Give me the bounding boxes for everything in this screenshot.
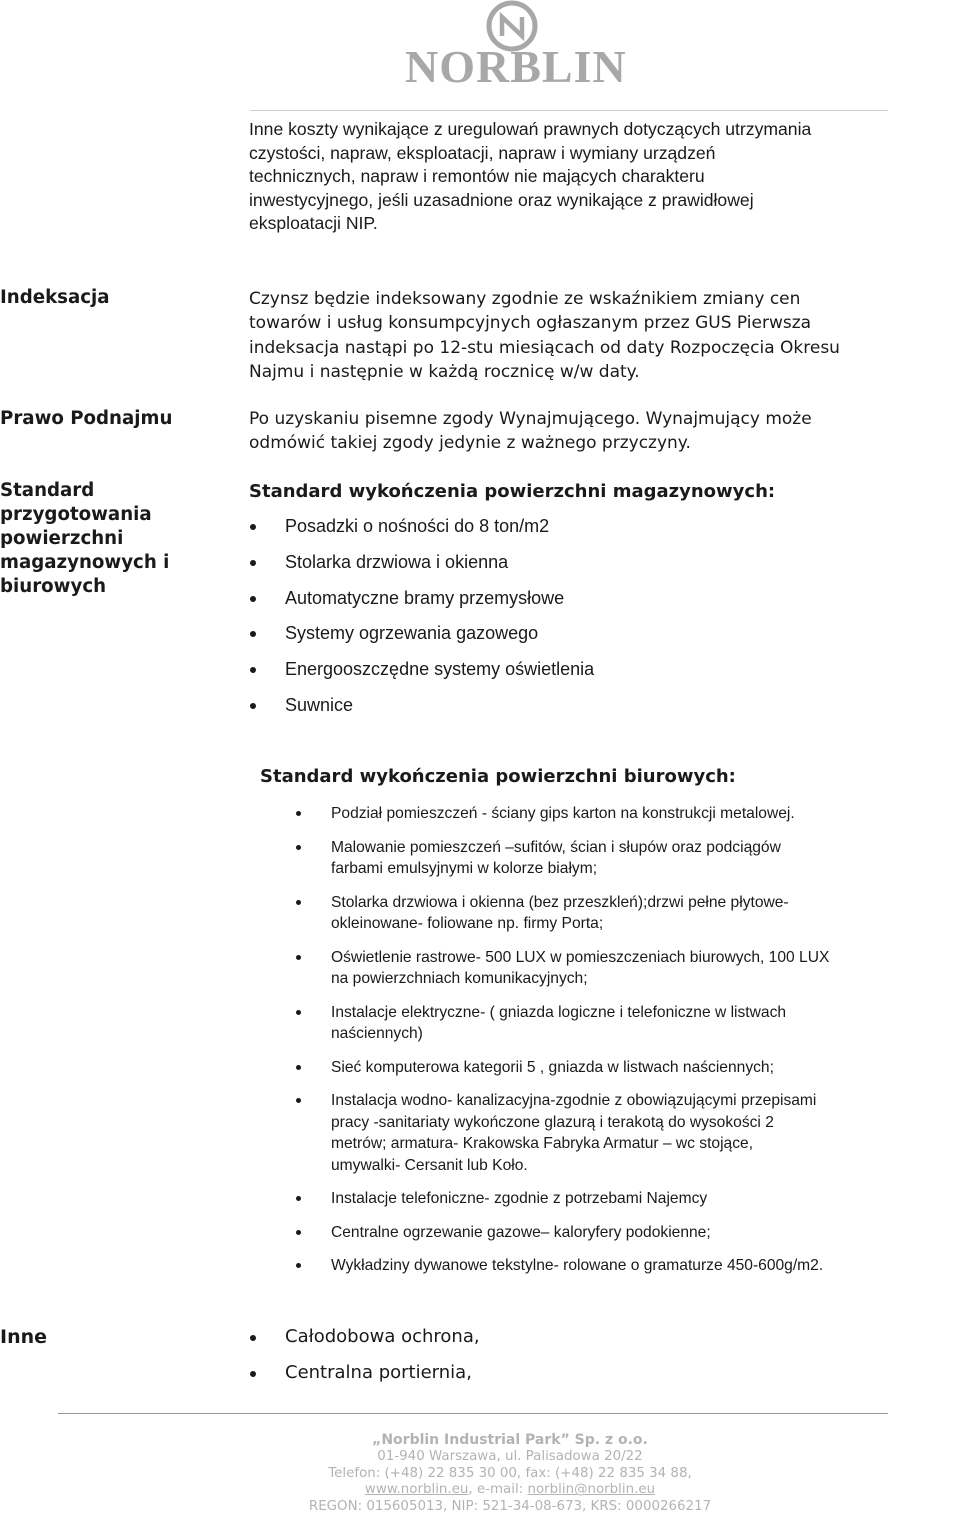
indeksacja-text: [249, 287, 840, 385]
list-item: Posadzki o nośności do 8 ton/m2: [249, 514, 594, 550]
intro-line: eksploatacji NIP.: [249, 213, 378, 234]
intro-line: technicznych, napraw i remontów nie mających charakteru: [249, 166, 705, 187]
list-item-line: na powierzchniach komunikacyjnych;: [331, 970, 588, 987]
list-item-line: umywalki- Cersanit lub Koło.: [331, 1156, 528, 1174]
office-standard-heading: Standard wykończenia powierzchni biurowych:: [260, 766, 736, 787]
podnajem-line: odmówić takiej zgody jedynie z ważnego przyczyny.: [249, 433, 691, 454]
footer-email-link[interactable]: norblin@norblin.eu: [527, 1482, 656, 1498]
list-item: [295, 1188, 945, 1210]
list-item: Energooszczędne systemy oświetlenia: [249, 657, 594, 693]
list-item-line: Malowanie pomieszczeń –sufitów, ścian i słupów oraz podciągów: [331, 838, 781, 856]
standard-label: [0, 479, 169, 599]
footer-phones: Telefon: (+48) 22 835 30 00, fax: (+48) 22 835 34 88,: [328, 1465, 692, 1481]
standard-label-line: magazynowych i: [0, 552, 170, 573]
list-item: [295, 1090, 945, 1176]
standard-label-line: biurowych: [0, 576, 107, 597]
standard-label-line: przygotowania: [0, 504, 152, 525]
list-item-line: naściennych): [331, 1025, 423, 1042]
list-item-line: Centralne ogrzewanie gazowe– kaloryfery podokienne;: [331, 1223, 711, 1241]
intro-line: czystości, napraw, eksploatacji, napraw i wymiany urządzeń: [249, 142, 716, 163]
standard-label-line: Standard: [0, 480, 95, 501]
footer-email-label: , e-mail:: [468, 1482, 528, 1498]
list-item-line: Oświetlenie rastrowe- 500 LUX w pomieszczeniach biurowych, 100 LUX: [331, 948, 830, 966]
intro-paragraph: [249, 118, 929, 236]
list-item-line: Stolarka drzwiowa i okienna (bez przeszkleń);drzwi pełne płytowe-: [331, 893, 789, 911]
list-item: [295, 803, 945, 825]
footer-registry: REGON: 015605013, NIP: 521-34-08-673, KRS: 0000266217: [308, 1499, 712, 1515]
list-item-line: Instalacje elektryczne- ( gniazda logiczne i telefoniczne w listwach: [331, 1003, 787, 1021]
list-item: Suwnice: [249, 693, 594, 729]
list-item-line: Podział pomieszczeń - ściany gips karton na konstrukcji metalowej.: [331, 805, 795, 822]
footer-company: „Norblin Industrial Park” Sp. z o.o.: [372, 1432, 648, 1448]
indeksacja-line: towarów i usług konsumpcyjnych ogłaszanym przez GUS Pierwsza: [249, 313, 812, 334]
podnajem-text: [249, 407, 812, 456]
list-item-line: farbami emulsyjnymi w kolorze białym;: [331, 860, 598, 877]
office-standard-list: [295, 803, 945, 1277]
list-item: Całodobowa ochrona,: [249, 1325, 480, 1361]
list-item: [295, 1057, 945, 1079]
inne-label: Inne: [0, 1326, 48, 1348]
list-item: [295, 1002, 945, 1045]
list-item: Systemy ogrzewania gazowego: [249, 621, 594, 657]
list-item-line: Wykładziny dywanowe tekstylne- rolowane o gramaturze 450-600g/m2.: [331, 1257, 824, 1274]
warehouse-standard-heading: Standard wykończenia powierzchni magazynowych:: [249, 481, 776, 502]
list-item-line: pracy -sanitariaty wykończone glazurą i terakotą do wysokości 2: [331, 1113, 774, 1131]
indeksacja-line: Czynsz będzie indeksowany zgodnie ze wskaźnikiem zmiany cen: [249, 289, 801, 309]
indeksacja-line: Najmu i następnie w każdą rocznicę w/w daty.: [249, 362, 640, 383]
list-item-line: Sieć komputerowa kategorii 5 , gniazda w listwach naściennych;: [331, 1058, 774, 1076]
indeksacja-line: indeksacja nastąpi po 12-stu miesiącach od daty Rozpoczęcia Okresu: [249, 337, 840, 358]
list-item-line: Instalacja wodno- kanalizacyjna-zgodnie z obowiązującymi przepisami: [331, 1092, 817, 1109]
footer-address: 01-940 Warszawa, ul. Palisadowa 20/22: [377, 1448, 643, 1464]
intro-line: inwestycyjnego, jeśli uzasadnione oraz wynikające z prawidłowej: [249, 189, 754, 210]
standard-label-line: powierzchni: [0, 528, 124, 549]
list-item: Centralna portiernia,: [249, 1361, 480, 1397]
list-item: [295, 1255, 945, 1277]
list-item-line: okleinowane- foliowane np. firmy Porta;: [331, 915, 604, 932]
list-item-line: metrów; armatura- Krakowska Fabryka Armatur – wc stojące,: [331, 1135, 754, 1152]
footer-contact: [210, 1482, 810, 1499]
podnajem-label: Prawo Podnajmu: [0, 408, 173, 429]
warehouse-standard-list: [249, 514, 594, 729]
list-item: [295, 1222, 945, 1244]
list-item: [295, 837, 945, 880]
footer-website-link[interactable]: www.norblin.eu: [364, 1482, 469, 1498]
footer: [210, 1432, 810, 1516]
norblin-logo: [405, 0, 627, 92]
logo-wordmark: NORBLIN: [405, 41, 627, 92]
list-item-line: Instalacje telefoniczne- zgodnie z potrzebami Najemcy: [331, 1190, 708, 1207]
list-item: Automatyczne bramy przemysłowe: [249, 586, 594, 622]
indeksacja-label: Indeksacja: [0, 287, 110, 308]
list-item: Stolarka drzwiowa i okienna: [249, 550, 594, 586]
podnajem-line: Po uzyskaniu pisemne zgody Wynajmującego. Wynajmujący może: [249, 409, 812, 429]
intro-line: Inne koszty wynikające z uregulowań prawnych dotyczących utrzymania: [249, 119, 812, 139]
footer-divider: [58, 1413, 888, 1414]
header-divider: [250, 110, 888, 111]
list-item: [295, 892, 945, 935]
inne-list: [249, 1325, 480, 1397]
list-item: [295, 947, 945, 990]
